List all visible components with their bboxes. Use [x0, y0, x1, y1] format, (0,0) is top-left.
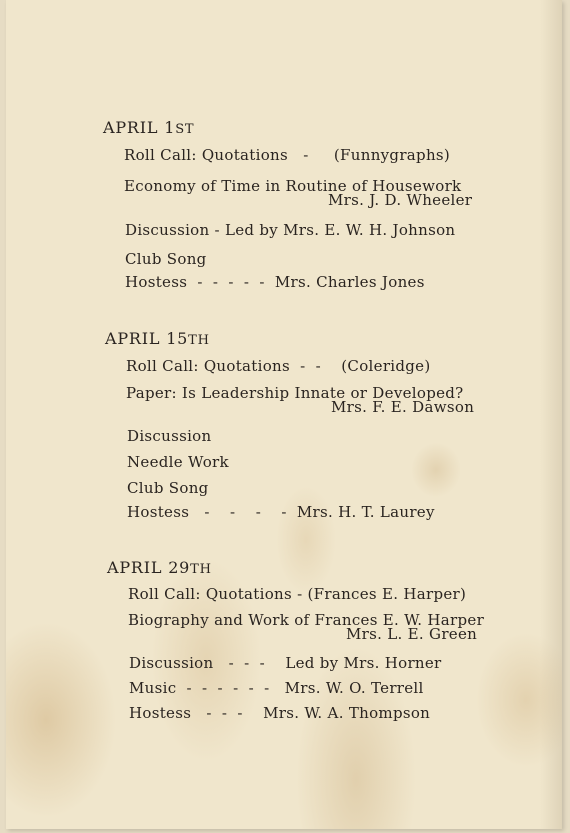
section-date: APRIL 15TH	[105, 329, 210, 348]
program-item: Needle Work	[127, 453, 229, 471]
program-item: Hostess - - - - Mrs. H. T. Laurey	[127, 503, 435, 521]
program-item: Roll Call: Quotations - - (Coleridge)	[126, 357, 431, 375]
program-page	[6, 0, 562, 829]
program-item: Music - - - - - - Mrs. W. O. Terrell	[129, 679, 424, 697]
program-item: Economy of Time in Routine of Housework	[124, 177, 462, 195]
program-item: Discussion	[127, 427, 212, 445]
program-item: Discussion - Led by Mrs. E. W. H. Johnson	[125, 221, 456, 239]
program-item: Biography and Work of Frances E. W. Harper	[128, 611, 485, 629]
program-item: Hostess - - - - - Mrs. Charles Jones	[125, 273, 425, 291]
section-date: APRIL 1ST	[103, 118, 195, 137]
program-item: Roll Call: Quotations - (Frances E. Harper)	[128, 585, 467, 603]
program-item: Hostess - - - Mrs. W. A. Thompson	[129, 704, 431, 722]
program-item: Roll Call: Quotations - (Funnygraphs)	[124, 146, 451, 164]
program-item: Club Song	[127, 479, 209, 497]
program-presenter: Mrs. L. E. Green	[346, 625, 478, 643]
program-presenter: Mrs. F. E. Dawson	[331, 398, 475, 416]
program-item: Discussion - - - Led by Mrs. Horner	[129, 654, 442, 672]
section-date: APRIL 29TH	[107, 558, 212, 577]
program-item: Club Song	[125, 250, 207, 268]
program-item: Paper: Is Leadership Innate or Developed?	[126, 384, 464, 402]
program-presenter: Mrs. J. D. Wheeler	[328, 191, 473, 209]
